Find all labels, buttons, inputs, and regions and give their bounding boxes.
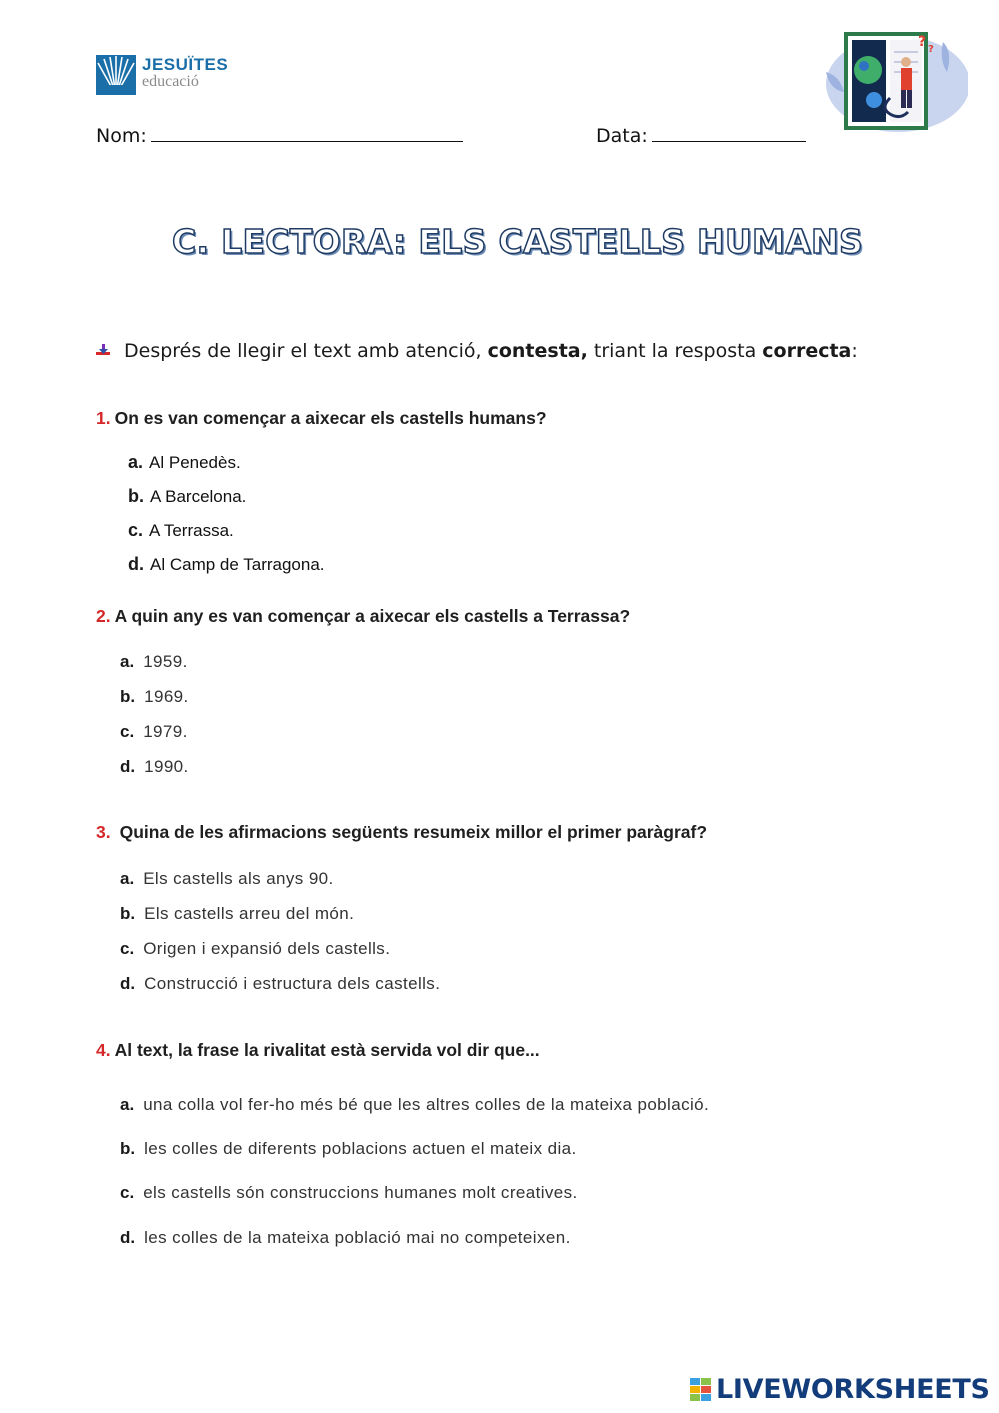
question-text: Al text, la frase la rivalitat està servida vol dir que... bbox=[114, 1040, 540, 1060]
question-number: 1. bbox=[96, 408, 111, 428]
worksheet-title: C. LECTORA: ELS CASTELLS HUMANS bbox=[171, 222, 864, 261]
instruction-part3: : bbox=[851, 340, 858, 362]
q2-option-c[interactable]: c. 1979. bbox=[120, 722, 188, 741]
q1-option-d[interactable]: d. Al Camp de Tarragona. bbox=[128, 554, 325, 574]
svg-text:?: ? bbox=[928, 44, 934, 55]
question-text: A quin any es van començar a aixecar els castells a Terrassa? bbox=[114, 606, 631, 626]
question-number: 3. bbox=[96, 822, 111, 842]
logo-text-jesuites: JESUÏTES bbox=[142, 55, 229, 74]
name-answer-line[interactable] bbox=[151, 123, 463, 142]
jesuites-logo bbox=[96, 53, 236, 97]
liveworksheets-badge-icon bbox=[690, 1378, 712, 1402]
name-field bbox=[96, 123, 463, 147]
question-3 bbox=[96, 822, 707, 843]
bullet-arrow-icon bbox=[96, 341, 110, 355]
question-1 bbox=[96, 408, 547, 429]
date-field bbox=[596, 123, 806, 147]
name-label: Nom: bbox=[96, 125, 147, 147]
q3-option-d[interactable]: d. Construcció i estructura dels castells. bbox=[120, 974, 441, 993]
q2-option-d[interactable]: d. 1990. bbox=[120, 757, 189, 776]
instruction-part2: triant la resposta bbox=[587, 340, 763, 362]
question-number: 4. bbox=[96, 1040, 111, 1060]
svg-text:?: ? bbox=[918, 34, 927, 50]
date-label: Data: bbox=[596, 125, 648, 147]
jesuites-logo-mark bbox=[96, 55, 136, 95]
instruction-part1: Després de llegir el text amb atenció, bbox=[124, 340, 488, 362]
q4-option-d[interactable]: d. les colles de la mateixa població mai no competeixen. bbox=[120, 1228, 571, 1247]
question-text: Quina de les afirmacions següents resumeix millor el primer paràgraf? bbox=[119, 822, 708, 842]
q3-option-a[interactable]: a. Els castells als anys 90. bbox=[120, 869, 334, 888]
question-number: 2. bbox=[96, 606, 111, 626]
q2-option-b[interactable]: b. 1969. bbox=[120, 687, 189, 706]
q1-option-a[interactable]: a. Al Penedès. bbox=[128, 452, 241, 472]
instruction-bold-correcta: correcta bbox=[762, 340, 852, 362]
instruction-bold-contesta: contesta, bbox=[487, 340, 588, 362]
book-illustration bbox=[818, 22, 968, 134]
question-4 bbox=[96, 1040, 540, 1061]
question-2 bbox=[96, 606, 630, 627]
q4-option-b[interactable]: b. les colles de diferents poblacions actuen el mateix dia. bbox=[120, 1139, 577, 1158]
logo-text-educacio: educació bbox=[142, 73, 199, 90]
q1-option-b[interactable]: b. A Barcelona. bbox=[128, 486, 247, 506]
q4-option-a[interactable]: a. una colla vol fer-ho més bé que les altres colles de la mateixa població. bbox=[120, 1095, 710, 1114]
date-answer-line[interactable] bbox=[652, 123, 806, 142]
q1-option-c[interactable]: c. A Terrassa. bbox=[128, 520, 234, 540]
q3-option-b[interactable]: b. Els castells arreu del món. bbox=[120, 904, 355, 923]
instruction bbox=[96, 340, 858, 362]
q3-option-c[interactable]: c. Origen i expansió dels castells. bbox=[120, 939, 391, 958]
question-text: On es van començar a aixecar els castells humans? bbox=[114, 408, 547, 428]
q4-option-c[interactable]: c. els castells són construccions humanes molt creatives. bbox=[120, 1183, 578, 1202]
liveworksheets-wordmark: LIVEWORKSHEETS bbox=[716, 1374, 990, 1405]
q2-option-a[interactable]: a. 1959. bbox=[120, 652, 188, 671]
